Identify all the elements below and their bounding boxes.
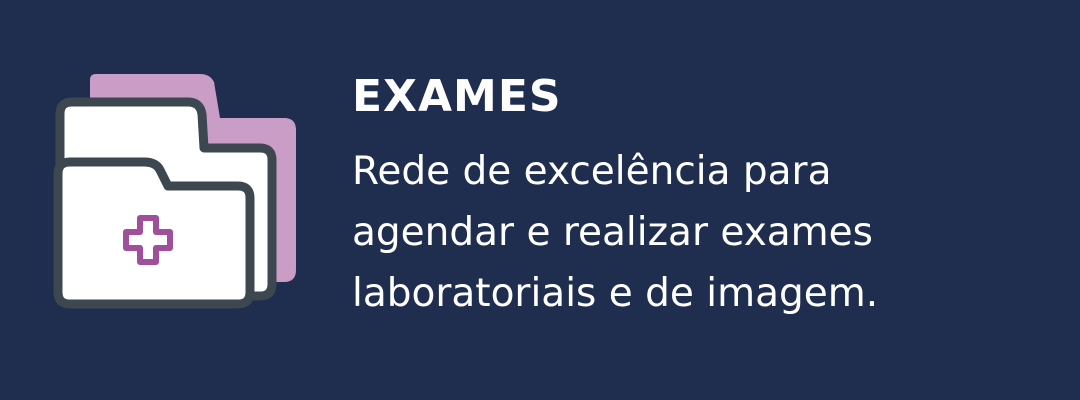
medical-folders-icon: [50, 70, 310, 310]
card-description: [352, 141, 1052, 324]
description-line: laboratoriais e de imagem.: [352, 271, 879, 316]
text-block: [352, 68, 1052, 324]
card-title: EXAMES: [352, 71, 562, 122]
description-line: agendar e realizar exames: [352, 210, 873, 255]
description-line: Rede de excelência para: [352, 149, 832, 194]
